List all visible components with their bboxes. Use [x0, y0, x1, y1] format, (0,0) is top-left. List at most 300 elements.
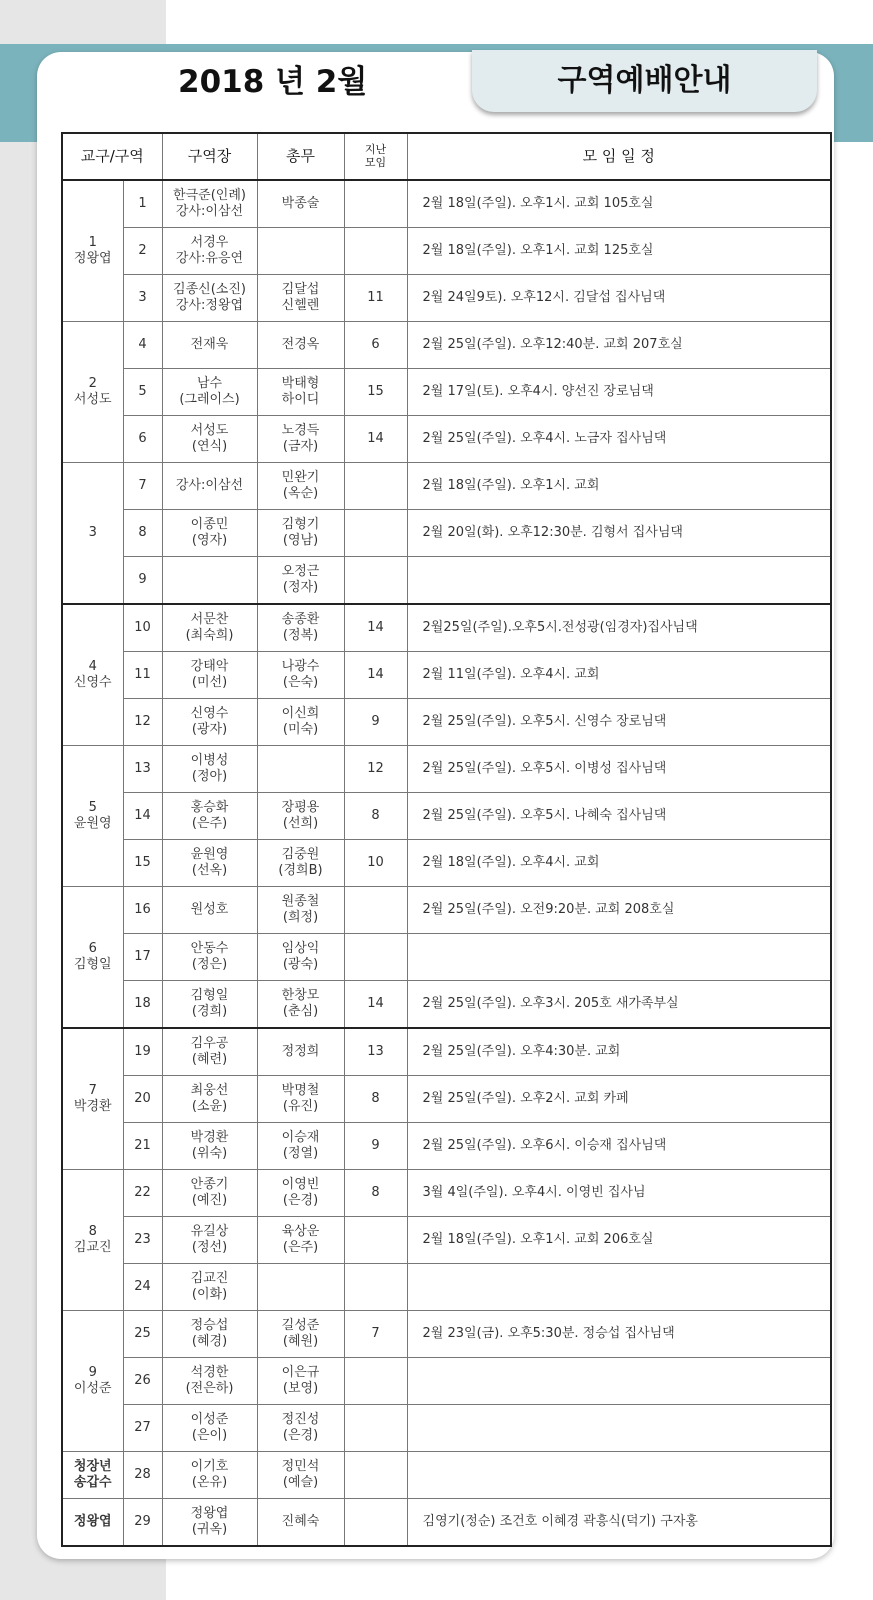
title-tab: 구역예배안내: [472, 50, 817, 112]
district-number: 19: [123, 1028, 162, 1076]
group-number: 1: [88, 234, 97, 250]
district-number: 23: [123, 1217, 162, 1264]
district-secretary: [257, 1170, 344, 1217]
meeting-schedule: 2월 24일9토). 오후12시. 김달섭 집사님댁: [407, 275, 831, 322]
secretary-line: 박종술: [281, 195, 320, 211]
header-last-meeting-line1: 지난: [364, 142, 387, 156]
last-meeting-count: 9: [344, 699, 407, 746]
group-leader-name: 송갑수: [73, 1475, 112, 1490]
last-meeting-count: [344, 1358, 407, 1405]
leader-line: 윤원영: [190, 846, 229, 862]
district-leader: [162, 510, 257, 557]
district-number: 6: [123, 416, 162, 463]
leader-line: 김우공: [190, 1035, 229, 1051]
leader-line: 강사:유응연: [175, 251, 244, 266]
leader-line: (미선): [191, 675, 228, 690]
secretary-line: 정민석: [281, 1458, 320, 1474]
district-number: 3: [123, 275, 162, 322]
table-row: [62, 463, 831, 510]
last-meeting-count: 9: [344, 1123, 407, 1170]
group-number: 6: [88, 940, 97, 956]
meeting-schedule: 2월 18일(주일). 오후4시. 교회: [407, 840, 831, 887]
district-number: 13: [123, 746, 162, 793]
leader-line: (전은하): [185, 1381, 234, 1396]
leader-line: 강사:이삼선: [175, 477, 244, 493]
group-label: [62, 1028, 123, 1170]
meeting-schedule: [407, 1264, 831, 1311]
leader-line: (그레이스): [179, 392, 240, 407]
leader-line: (소윤): [191, 1099, 228, 1114]
secretary-line: (예슬): [282, 1475, 319, 1490]
district-number: 9: [123, 557, 162, 605]
group-number: 7: [88, 1082, 97, 1098]
last-meeting-count: 8: [344, 1170, 407, 1217]
meeting-schedule: 2월 25일(주일). 오후4시. 노금자 집사님댁: [407, 416, 831, 463]
district-secretary: [257, 463, 344, 510]
table-row: [62, 652, 831, 699]
district-number: 7: [123, 463, 162, 510]
leader-line: 최웅선: [190, 1082, 229, 1098]
district-number: 15: [123, 840, 162, 887]
leader-line: 남수: [196, 375, 223, 391]
table-row: [62, 1452, 831, 1499]
secretary-line: (미숙): [282, 722, 319, 737]
header-schedule: 모 임 일 정: [407, 133, 831, 180]
district-leader: [162, 1217, 257, 1264]
secretary-line: 진혜숙: [281, 1513, 320, 1529]
leader-line: (은이): [191, 1428, 228, 1443]
last-meeting-count: 10: [344, 840, 407, 887]
secretary-line: 송종환: [281, 611, 320, 627]
meeting-schedule: 2월 25일(주일). 오후12:40분. 교회 207호실: [407, 322, 831, 369]
leader-line: (혜경): [191, 1334, 228, 1349]
secretary-line: (은경): [282, 1428, 319, 1443]
meeting-schedule: 2월 25일(주일). 오후5시. 나혜숙 집사님댁: [407, 793, 831, 840]
district-secretary: [257, 1405, 344, 1452]
secretary-line: (은숙): [282, 675, 319, 690]
table-row: [62, 1499, 831, 1547]
last-meeting-count: [344, 1405, 407, 1452]
group-label: [62, 1311, 123, 1452]
district-secretary: [257, 1217, 344, 1264]
secretary-line: (정자): [282, 580, 319, 595]
table-row: [62, 1170, 831, 1217]
district-leader: [162, 652, 257, 699]
schedule-table: [61, 132, 832, 1547]
secretary-line: (옥순): [282, 486, 319, 501]
table-row: [62, 228, 831, 275]
district-number: 17: [123, 934, 162, 981]
meeting-schedule: 2월 25일(주일). 오후2시. 교회 카페: [407, 1076, 831, 1123]
meeting-schedule: 2월 18일(주일). 오후1시. 교회: [407, 463, 831, 510]
leader-line: 전재욱: [190, 336, 229, 352]
secretary-line: 이영빈: [281, 1176, 320, 1192]
table-row: [62, 793, 831, 840]
last-meeting-count: [344, 180, 407, 228]
leader-line: 서경우: [190, 234, 229, 250]
group-label: [62, 322, 123, 463]
leader-line: 이성준: [190, 1411, 229, 1427]
meeting-schedule: 2월 23일(금). 오후5:30분. 정승섭 집사님댁: [407, 1311, 831, 1358]
table-row: [62, 416, 831, 463]
group-label: [62, 463, 123, 605]
district-secretary: [257, 275, 344, 322]
district-leader: [162, 1499, 257, 1547]
district-number: 18: [123, 981, 162, 1029]
table-row: [62, 887, 831, 934]
district-secretary: [257, 1452, 344, 1499]
meeting-schedule: [407, 557, 831, 605]
last-meeting-count: [344, 557, 407, 605]
leader-line: 김교진: [190, 1270, 229, 1286]
district-number: 1: [123, 180, 162, 228]
last-meeting-count: 11: [344, 275, 407, 322]
secretary-line: (정열): [282, 1146, 319, 1161]
group-leader-name: 서성도: [73, 392, 112, 407]
district-secretary: [257, 793, 344, 840]
district-secretary: [257, 510, 344, 557]
district-leader: [162, 557, 257, 605]
district-secretary: [257, 1076, 344, 1123]
leader-line: (선옥): [191, 863, 228, 878]
leader-line: 이기호: [190, 1458, 229, 1474]
table-row: [62, 1264, 831, 1311]
leader-line: 안종기: [190, 1176, 229, 1192]
group-label: [62, 1170, 123, 1311]
meeting-schedule: [407, 1358, 831, 1405]
last-meeting-count: [344, 228, 407, 275]
leader-line: 정승섭: [190, 1317, 229, 1333]
district-number: 22: [123, 1170, 162, 1217]
secretary-line: 박명철: [281, 1082, 320, 1098]
secretary-line: (금자): [282, 439, 319, 454]
district-number: 10: [123, 604, 162, 652]
secretary-line: 김중원: [281, 846, 320, 862]
district-number: 5: [123, 369, 162, 416]
group-label: [62, 604, 123, 746]
meeting-schedule: 김영기(정순) 조건호 이혜경 곽흥식(덕기) 구자홍: [407, 1499, 831, 1547]
meeting-schedule: 3월 4일(주일). 오후4시. 이영빈 집사님: [407, 1170, 831, 1217]
leader-line: (위숙): [191, 1146, 228, 1161]
secretary-line: (유진): [282, 1099, 319, 1114]
secretary-line: (보영): [282, 1381, 319, 1396]
group-label: [62, 887, 123, 1029]
district-number: 4: [123, 322, 162, 369]
group-number: 9: [88, 1364, 97, 1380]
leader-line: (영자): [191, 533, 228, 548]
last-meeting-count: [344, 1452, 407, 1499]
secretary-line: 길성준: [281, 1317, 320, 1333]
district-leader: [162, 981, 257, 1029]
last-meeting-count: [344, 1217, 407, 1264]
table-row: [62, 510, 831, 557]
secretary-line: 정정희: [281, 1043, 320, 1059]
header-last-meeting: [344, 133, 407, 180]
table-row: [62, 934, 831, 981]
group-number: 8: [88, 1223, 97, 1239]
leader-line: (최숙희): [185, 628, 234, 643]
district-leader: [162, 604, 257, 652]
last-meeting-count: 8: [344, 793, 407, 840]
group-label: [62, 1452, 123, 1499]
district-number: 11: [123, 652, 162, 699]
meeting-schedule: 2월25일(주일).오후5시.전성광(임경자)집사님댁: [407, 604, 831, 652]
district-leader: [162, 1311, 257, 1358]
meeting-schedule: 2월 18일(주일). 오후1시. 교회 105호실: [407, 180, 831, 228]
meeting-schedule: 2월 11일(주일). 오후4시. 교회: [407, 652, 831, 699]
district-leader: [162, 1358, 257, 1405]
district-secretary: [257, 322, 344, 369]
secretary-line: 임상익: [281, 940, 320, 956]
header-leader: 구역장: [162, 133, 257, 180]
district-number: 29: [123, 1499, 162, 1547]
table-row: [62, 1123, 831, 1170]
last-meeting-count: 15: [344, 369, 407, 416]
meeting-schedule: [407, 1452, 831, 1499]
district-secretary: [257, 1123, 344, 1170]
secretary-line: 민완기: [281, 469, 320, 485]
district-leader: [162, 840, 257, 887]
district-number: 26: [123, 1358, 162, 1405]
last-meeting-count: 14: [344, 981, 407, 1029]
district-secretary: [257, 1311, 344, 1358]
secretary-line: 이승재: [281, 1129, 320, 1145]
leader-line: (경희): [191, 1004, 228, 1019]
secretary-line: (영남): [282, 533, 319, 548]
secretary-line: 오정근: [281, 563, 320, 579]
last-meeting-count: [344, 1264, 407, 1311]
group-number: 청장년: [73, 1458, 112, 1474]
meeting-schedule: [407, 1405, 831, 1452]
leader-line: (예진): [191, 1193, 228, 1208]
leader-line: 안동수: [190, 940, 229, 956]
last-meeting-count: 8: [344, 1076, 407, 1123]
leader-line: 이종민: [190, 516, 229, 532]
table-row: [62, 1217, 831, 1264]
secretary-line: 박태형: [281, 375, 320, 391]
district-leader: [162, 793, 257, 840]
last-meeting-count: 14: [344, 416, 407, 463]
district-number: 25: [123, 1311, 162, 1358]
secretary-line: (광숙): [282, 957, 319, 972]
leader-line: 강사:정왕엽: [175, 298, 244, 313]
meeting-schedule: 2월 25일(주일). 오전9:20분. 교회 208호실: [407, 887, 831, 934]
last-meeting-count: 6: [344, 322, 407, 369]
last-meeting-count: 14: [344, 652, 407, 699]
district-number: 20: [123, 1076, 162, 1123]
meeting-schedule: 2월 25일(주일). 오후6시. 이승재 집사님댁: [407, 1123, 831, 1170]
leader-line: 김형일: [190, 987, 229, 1003]
district-leader: [162, 1076, 257, 1123]
table-row: [62, 1076, 831, 1123]
group-number: 4: [88, 658, 97, 674]
leader-line: (정은): [191, 957, 228, 972]
leader-line: 원성호: [190, 901, 229, 917]
district-secretary: [257, 369, 344, 416]
meeting-schedule: 2월 25일(주일). 오후5시. 이병성 집사님댁: [407, 746, 831, 793]
secretary-line: 전경옥: [281, 336, 320, 352]
district-number: 24: [123, 1264, 162, 1311]
header-gyogu: 교구/구역: [62, 133, 162, 180]
district-leader: [162, 322, 257, 369]
group-leader-name: 정왕엽: [73, 251, 112, 266]
secretary-line: 노경득: [281, 422, 320, 438]
district-secretary: [257, 887, 344, 934]
district-secretary: [257, 1499, 344, 1547]
group-label: [62, 180, 123, 322]
district-leader: [162, 180, 257, 228]
district-secretary: [257, 228, 344, 275]
table-header-row: [62, 133, 831, 180]
secretary-line: 한창모: [281, 987, 320, 1003]
district-leader: [162, 1405, 257, 1452]
leader-line: (혜련): [191, 1052, 228, 1067]
table-row: [62, 322, 831, 369]
leader-line: (정선): [191, 1240, 228, 1255]
secretary-line: 나광수: [281, 658, 320, 674]
district-number: 8: [123, 510, 162, 557]
leader-line: 신영수: [190, 705, 229, 721]
secretary-line: 원종철: [281, 893, 320, 909]
district-leader: [162, 1170, 257, 1217]
district-secretary: [257, 981, 344, 1029]
group-leader-name: 김교진: [73, 1240, 112, 1255]
district-leader: [162, 1452, 257, 1499]
secretary-line: 김형기: [281, 516, 320, 532]
last-meeting-count: 7: [344, 1311, 407, 1358]
table-row: [62, 840, 831, 887]
last-meeting-count: [344, 1499, 407, 1547]
meeting-schedule: 2월 18일(주일). 오후1시. 교회 206호실: [407, 1217, 831, 1264]
district-leader: [162, 369, 257, 416]
table-row: [62, 699, 831, 746]
district-secretary: [257, 652, 344, 699]
secretary-line: (은경): [282, 1193, 319, 1208]
leader-line: 정왕엽: [190, 1505, 229, 1521]
meeting-schedule: 2월 17일(토). 오후4시. 양선진 장로님댁: [407, 369, 831, 416]
group-number: 2: [88, 375, 97, 391]
leader-line: (정아): [191, 769, 228, 784]
district-number: 28: [123, 1452, 162, 1499]
secretary-line: (정복): [282, 628, 319, 643]
secretary-line: 장평용: [281, 799, 320, 815]
last-meeting-count: 13: [344, 1028, 407, 1076]
secretary-line: (경희B): [278, 863, 323, 878]
last-meeting-count: [344, 510, 407, 557]
district-secretary: [257, 1028, 344, 1076]
district-leader: [162, 1028, 257, 1076]
meeting-schedule: 2월 25일(주일). 오후3시. 205호 새가족부실: [407, 981, 831, 1029]
secretary-line: (희정): [282, 910, 319, 925]
district-number: 12: [123, 699, 162, 746]
group-number: 3: [88, 524, 97, 540]
district-leader: [162, 463, 257, 510]
meeting-schedule: 2월 18일(주일). 오후1시. 교회 125호실: [407, 228, 831, 275]
district-secretary: [257, 1358, 344, 1405]
group-leader-name: 신영수: [73, 675, 112, 690]
secretary-line: (선희): [282, 816, 319, 831]
district-leader: [162, 1264, 257, 1311]
year-month-title: 2018 년 2월: [178, 64, 368, 100]
last-meeting-count: [344, 887, 407, 934]
table-row: [62, 1311, 831, 1358]
secretary-line: 이은규: [281, 1364, 320, 1380]
leader-line: 서성도: [190, 422, 229, 438]
district-secretary: [257, 746, 344, 793]
leader-line: 서문찬: [190, 611, 229, 627]
district-secretary: [257, 934, 344, 981]
district-leader: [162, 275, 257, 322]
leader-line: 이병성: [190, 752, 229, 768]
table-row: [62, 1358, 831, 1405]
district-leader: [162, 416, 257, 463]
secretary-line: 신헬렌: [281, 298, 320, 313]
secretary-line: (혜원): [282, 1334, 319, 1349]
secretary-line: 정진성: [281, 1411, 320, 1427]
leader-line: 강태악: [190, 658, 229, 674]
schedule-rows: [62, 180, 831, 1546]
secretary-line: 육상운: [281, 1223, 320, 1239]
leader-line: (은주): [191, 816, 228, 831]
header-last-meeting-line2: 모임: [364, 155, 387, 169]
table-row: [62, 180, 831, 228]
leader-line: (연식): [191, 439, 228, 454]
district-number: 21: [123, 1123, 162, 1170]
district-leader: [162, 746, 257, 793]
district-secretary: [257, 840, 344, 887]
group-leader-name: 윤원영: [73, 816, 112, 831]
district-leader: [162, 887, 257, 934]
table-row: [62, 981, 831, 1029]
group-leader-name: 이성준: [73, 1381, 112, 1396]
secretary-line: 이신희: [281, 705, 320, 721]
table-row: [62, 1028, 831, 1076]
leader-line: 김종신(소진): [173, 281, 246, 297]
group-leader-name: 박경환: [73, 1099, 112, 1114]
leader-line: 홍승화: [190, 799, 229, 815]
secretary-line: (춘심): [282, 1004, 319, 1019]
leader-line: 한극준(인례): [173, 187, 246, 203]
last-meeting-count: [344, 934, 407, 981]
district-secretary: [257, 1264, 344, 1311]
meeting-schedule: 2월 25일(주일). 오후5시. 신영수 장로님댁: [407, 699, 831, 746]
district-number: 14: [123, 793, 162, 840]
meeting-schedule: [407, 934, 831, 981]
last-meeting-count: 14: [344, 604, 407, 652]
table-row: [62, 604, 831, 652]
last-meeting-count: 12: [344, 746, 407, 793]
district-leader: [162, 699, 257, 746]
table-row: [62, 746, 831, 793]
last-meeting-count: [344, 463, 407, 510]
district-number: 27: [123, 1405, 162, 1452]
group-leader-name: 정왕엽: [73, 1513, 112, 1529]
district-number: 16: [123, 887, 162, 934]
secretary-line: (은주): [282, 1240, 319, 1255]
district-secretary: [257, 180, 344, 228]
leader-line: (귀옥): [191, 1522, 228, 1537]
secretary-line: 하이디: [281, 392, 320, 407]
district-secretary: [257, 699, 344, 746]
header-secretary: 총무: [257, 133, 344, 180]
leader-line: (광자): [191, 722, 228, 737]
meeting-schedule: 2월 20일(화). 오후12:30분. 김형서 집사님댁: [407, 510, 831, 557]
table-row: [62, 557, 831, 605]
leader-line: 유길상: [190, 1223, 229, 1239]
table-row: [62, 1405, 831, 1452]
group-label: [62, 746, 123, 887]
leader-line: 강사:이삼선: [175, 204, 244, 219]
